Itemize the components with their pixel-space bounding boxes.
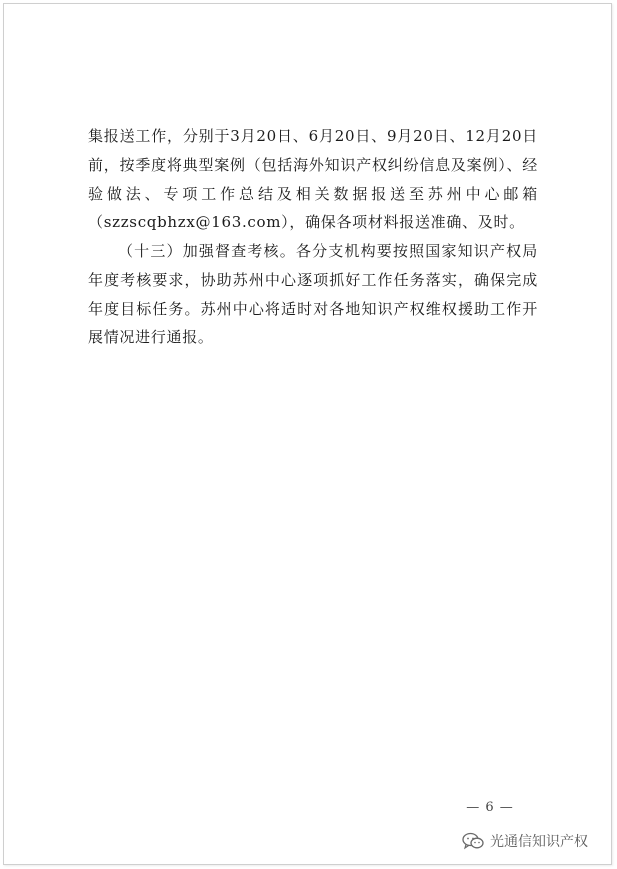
wechat-icon (462, 832, 484, 850)
paragraph-supervision: （十三）加强督查考核。各分支机构要按照国家知识产权局年度考核要求，协助苏州中心逐项抓好工作任务落实，确保完成年度目标任务。苏州中心将适时对各地知识产权维权援助工作开展情况进行通报。 (88, 242, 538, 347)
wechat-watermark (462, 831, 588, 851)
watermark-text: 光通信知识产权 (490, 834, 588, 850)
page-number: — 6 — (466, 800, 514, 815)
paragraph-email-submission: 集报送工作，分别于3月20日、6月20日、9月20日、12月20日前，按季度将典型案例（包括海外知识产权纠纷信息及案例）、经验做法、专项工作总结及相关数据报送至苏州中心邮箱（szzscqbhzx@163.com），确保各项材料报送准确、及时。 (88, 127, 538, 232)
document-page (3, 3, 612, 865)
